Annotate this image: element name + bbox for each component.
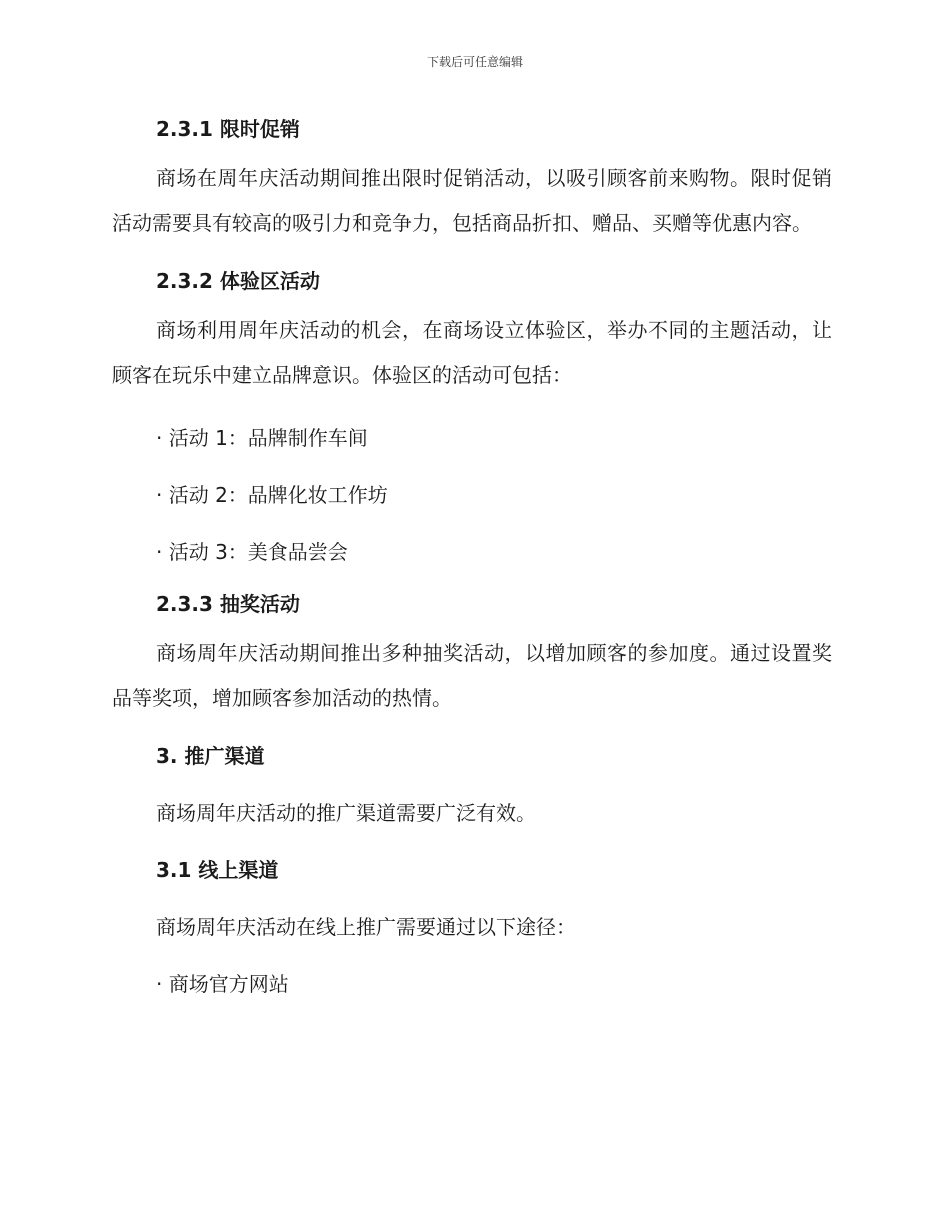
document-body <box>112 112 832 1001</box>
section-heading-2-3-1: 2.3.1 限时促销 <box>156 117 300 141</box>
list-item: · 活动 3：美食品尝会 <box>156 540 348 564</box>
section-paragraph-3-1: 商场周年庆活动在线上推广需要通过以下途径： <box>156 915 576 939</box>
section-paragraph-2-3-3: 商场周年庆活动期间推出多种抽奖活动，以增加顾客的参加度。通过设置奖品等奖项，增加顾客参加活动的热情。 <box>112 641 832 710</box>
list-item: · 活动 1：品牌制作车间 <box>156 426 368 450</box>
list-item: · 活动 2：品牌化妆工作坊 <box>156 483 388 507</box>
section-heading-2-3-3: 2.3.3 抽奖活动 <box>156 592 300 616</box>
section-heading-3: 3. 推广渠道 <box>156 744 265 768</box>
section-heading-2-3-2: 2.3.2 体验区活动 <box>156 269 320 293</box>
section-paragraph-3: 商场周年庆活动的推广渠道需要广泛有效。 <box>156 801 536 825</box>
list-item: · 商场官方网站 <box>156 972 289 996</box>
section-heading-3-1: 3.1 线上渠道 <box>156 858 279 882</box>
section-paragraph-2-3-2: 商场利用周年庆活动的机会，在商场设立体验区，举办不同的主题活动，让顾客在玩乐中建立品牌意识。体验区的活动可包括： <box>112 318 832 387</box>
section-paragraph-2-3-1: 商场在周年庆活动期间推出限时促销活动，以吸引顾客前来购物。限时促销活动需要具有较高的吸引力和竞争力，包括商品折扣、赠品、买赠等优惠内容。 <box>112 166 832 235</box>
page-header: 下载后可任意编辑 <box>426 55 523 69</box>
